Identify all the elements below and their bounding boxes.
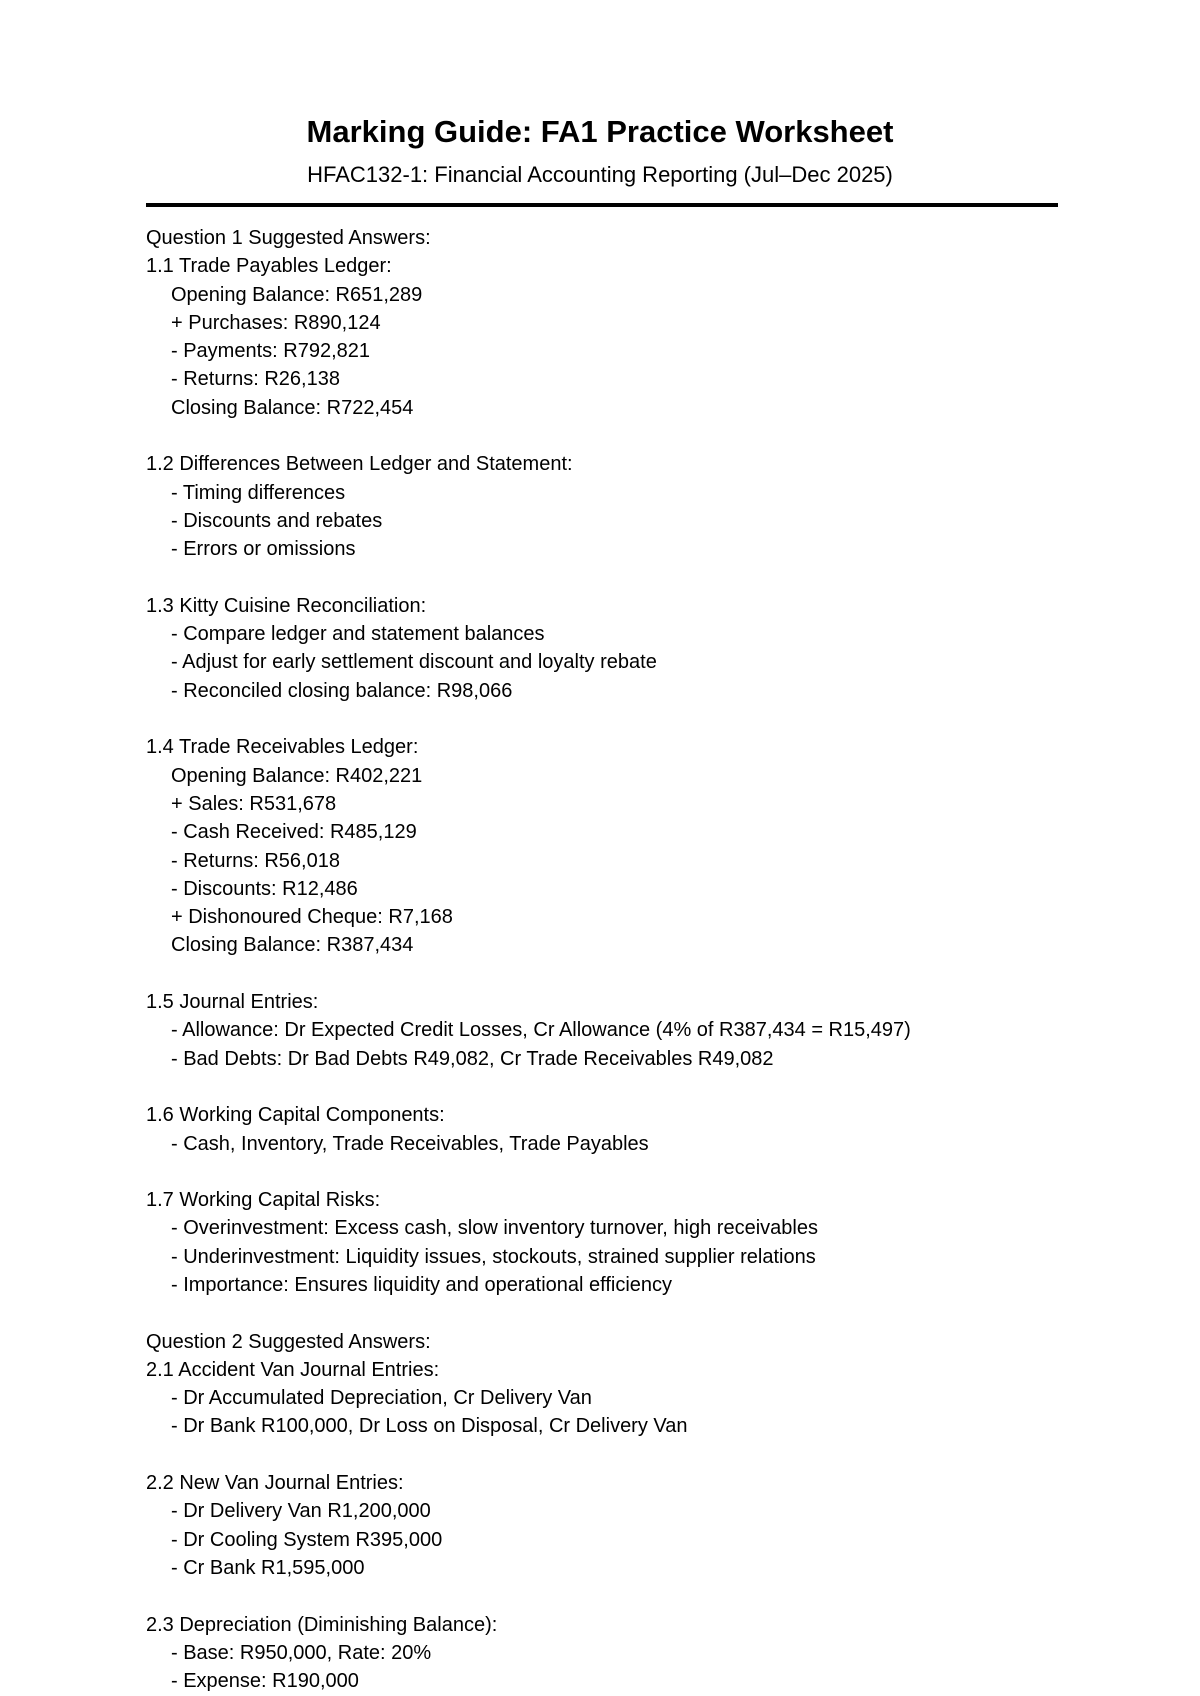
answer-line: Closing Balance: R387,434 [171,934,414,957]
answer-line: - Dr Delivery Van R1,200,000 [171,1500,431,1523]
answer-line: - Returns: R56,018 [171,849,340,872]
spacer [146,1299,1146,1327]
answer-line: - Returns: R26,138 [171,368,340,391]
section-heading: 2.1 Accident Van Journal Entries: [146,1358,440,1381]
spacer [146,564,1146,592]
answer-line: - Compare ledger and statement balances [171,623,545,646]
answer-line: - Adjust for early settlement discount and loyalty rebate [171,651,657,674]
answer-line: - Underinvestment: Liquidity issues, stockouts, strained supplier relations [171,1245,816,1268]
section-heading: 1.5 Journal Entries: [146,991,319,1014]
answer-line: - Dr Accumulated Depreciation, Cr Delivery Van [171,1387,592,1410]
answer-line: - Cr Bank R1,595,000 [171,1556,365,1579]
answer-line: - Dr Bank R100,000, Dr Loss on Disposal, Cr Delivery Van [171,1415,688,1438]
spacer [146,1073,1146,1101]
answer-line: + Dishonoured Cheque: R7,168 [171,906,453,929]
document-title: Marking Guide: FA1 Practice Worksheet [306,114,894,149]
answer-line: - Base: R950,000, Rate: 20% [171,1641,432,1664]
question-1-heading: Question 1 Suggested Answers: [146,227,431,249]
spacer [146,1441,1146,1469]
section-heading: 1.7 Working Capital Risks: [146,1189,381,1212]
spacer [146,705,1146,733]
section-heading: 1.6 Working Capital Components: [146,1104,445,1127]
section-heading: 1.4 Trade Receivables Ledger: [146,736,419,759]
answer-line: - Expense: R190,000 [171,1670,359,1693]
answer-line: + Purchases: R890,124 [171,311,381,334]
section-heading: 1.2 Differences Between Ledger and Statement: [146,453,573,476]
document-subtitle: HFAC132-1: Financial Accounting Reporting (Jul–Dec 2025) [307,162,893,187]
section-1-4 [146,733,1146,959]
section-1-7 [146,1186,1146,1299]
answer-line: Opening Balance: R402,221 [171,764,423,787]
section-1-6 [146,1101,1146,1158]
question-2-heading: Question 2 Suggested Answers: [146,1330,431,1353]
answer-line: - Payments: R792,821 [171,340,370,363]
spacer [146,422,1146,450]
answer-line: - Cash Received: R485,129 [171,821,417,844]
answer-line: - Overinvestment: Excess cash, slow inventory turnover, high receivables [171,1217,818,1240]
answer-line: - Errors or omissions [171,538,356,561]
answer-line: - Dr Cooling System R395,000 [171,1528,443,1551]
section-1-5 [146,988,1146,1073]
answer-line: - Discounts and rebates [171,509,383,532]
answer-line: Closing Balance: R722,454 [171,396,414,419]
section-2-3 [146,1611,1146,1696]
section-heading: 1.1 Trade Payables Ledger: [146,255,392,278]
section-1-3 [146,592,1146,705]
title-divider [146,203,1058,207]
spacer [146,960,1146,988]
spacer [146,1582,1146,1610]
answer-line: - Timing differences [171,481,346,504]
answer-line: - Discounts: R12,486 [171,877,358,900]
section-2-2 [146,1469,1146,1582]
answer-line: - Reconciled closing balance: R98,066 [171,679,513,702]
section-heading: 2.2 New Van Journal Entries: [146,1472,404,1495]
answer-line: - Importance: Ensures liquidity and operational efficiency [171,1273,673,1296]
section-2-1 [146,1356,1146,1441]
answers-body [146,224,1146,1695]
section-1-2 [146,450,1146,563]
section-1-1 [146,252,1146,422]
answer-line: - Bad Debts: Dr Bad Debts R49,082, Cr Trade Receivables R49,082 [171,1047,774,1070]
section-heading: 2.3 Depreciation (Diminishing Balance): [146,1613,498,1636]
answer-line: + Sales: R531,678 [171,792,337,815]
section-heading: 1.3 Kitty Cuisine Reconciliation: [146,594,427,617]
answer-line: Opening Balance: R651,289 [171,283,423,306]
answer-line: - Allowance: Dr Expected Credit Losses, Cr Allowance (4% of R387,434 = R15,497) [171,1019,911,1042]
answer-line: - Cash, Inventory, Trade Receivables, Trade Payables [171,1132,649,1155]
spacer [146,1158,1146,1186]
